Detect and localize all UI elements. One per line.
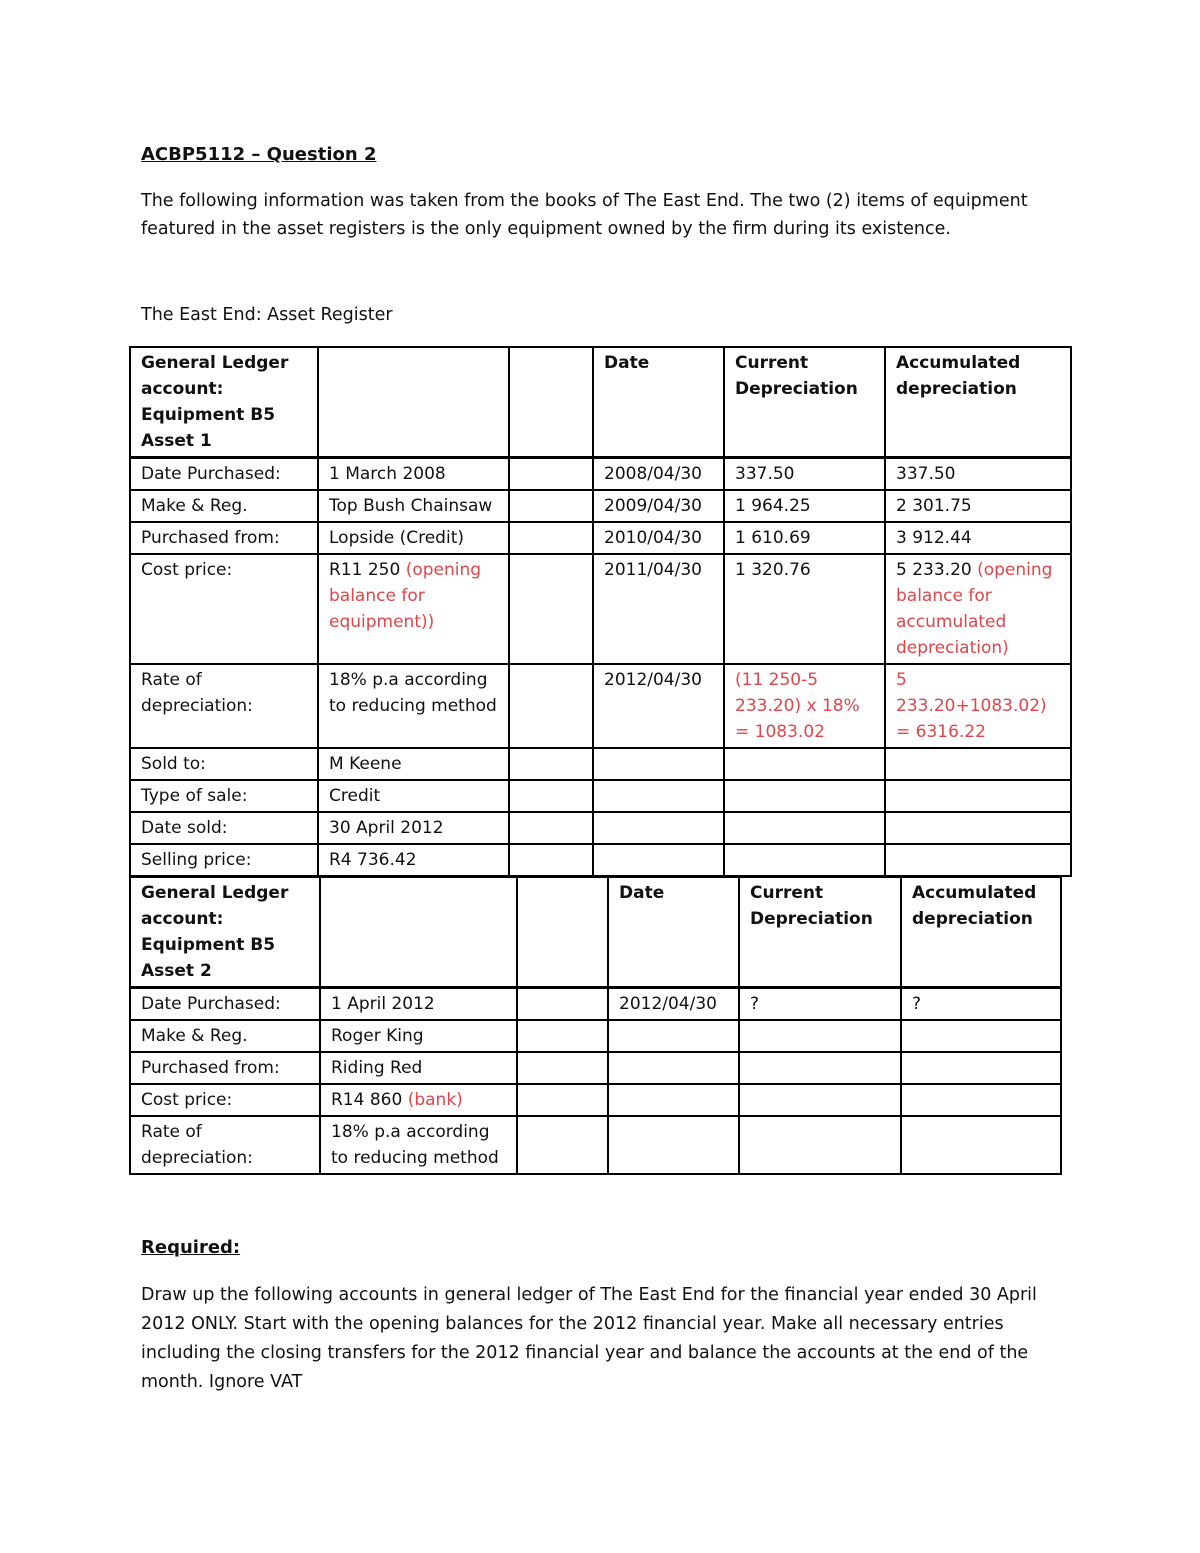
required-label: Required: bbox=[141, 1237, 241, 1258]
table-cell bbox=[593, 522, 724, 554]
table-cell bbox=[593, 780, 724, 812]
table-cell bbox=[130, 490, 318, 522]
row-current-depreciation: ? bbox=[750, 994, 760, 1014]
row-value: Riding Red bbox=[331, 1058, 423, 1078]
table-cell bbox=[593, 554, 724, 664]
row-date: 2008/04/30 bbox=[604, 464, 702, 484]
table2-header-date: Date bbox=[608, 877, 739, 988]
table-cell bbox=[320, 1020, 517, 1052]
row-value: 1 April 2012 bbox=[331, 994, 435, 1014]
table-cell bbox=[318, 554, 509, 664]
table-cell bbox=[724, 844, 885, 876]
table-cell bbox=[885, 780, 1071, 812]
table-cell bbox=[318, 458, 509, 491]
table-cell bbox=[885, 812, 1071, 844]
table-cell bbox=[724, 458, 885, 491]
row-value: 18% p.a according to reducing method bbox=[329, 670, 497, 716]
row-accumulated-note: (opening balance for accumulated depreciation) bbox=[896, 560, 1053, 658]
required-text: Draw up the following accounts in general ledger of The East End for the financial year ended 30 April 2012 ONLY. Start with the opening balances for the 2012 financial year. Make all necessary entries including the closing transfers for the 2012 financial year and balance the accounts at the end of the month. Ignore VAT bbox=[141, 1285, 1037, 1392]
row-accumulated-depreciation: 5 233.20 bbox=[896, 560, 972, 580]
table-cell bbox=[724, 780, 885, 812]
table-cell bbox=[608, 1020, 739, 1052]
table-cell bbox=[130, 522, 318, 554]
row-label: Sold to: bbox=[141, 754, 206, 774]
table-cell bbox=[318, 664, 509, 748]
row-current-depreciation: 1 610.69 bbox=[735, 528, 811, 548]
row-label: Cost price: bbox=[141, 1090, 233, 1110]
row-value: 1 March 2008 bbox=[329, 464, 446, 484]
table-cell bbox=[724, 522, 885, 554]
table-cell bbox=[130, 988, 320, 1021]
table-cell bbox=[739, 1116, 901, 1174]
row-value: 30 April 2012 bbox=[329, 818, 444, 838]
table-cell bbox=[885, 458, 1071, 491]
table-cell bbox=[885, 748, 1071, 780]
table-cell bbox=[318, 812, 509, 844]
table-cell bbox=[517, 1084, 608, 1116]
row-accumulated-note: 5 233.20+1083.02) = 6316.22 bbox=[896, 670, 1047, 742]
table-cell bbox=[885, 664, 1071, 748]
row-value: M Keene bbox=[329, 754, 402, 774]
table-cell bbox=[593, 812, 724, 844]
table-cell bbox=[318, 844, 509, 876]
table-cell bbox=[901, 1052, 1061, 1084]
row-value-note: (opening balance for equipment)) bbox=[329, 560, 482, 632]
table-cell bbox=[130, 844, 318, 876]
row-value: 18% p.a according to reducing method bbox=[331, 1122, 499, 1168]
row-accumulated-depreciation: 337.50 bbox=[896, 464, 956, 484]
table-cell bbox=[739, 1084, 901, 1116]
table-cell bbox=[885, 844, 1071, 876]
register-title: The East End: Asset Register bbox=[141, 305, 393, 325]
table2-header-accumulated: Accumulated depreciation bbox=[901, 877, 1061, 988]
table-cell bbox=[320, 1052, 517, 1084]
row-value: Top Bush Chainsaw bbox=[329, 496, 493, 516]
row-label: Rate of depreciation: bbox=[141, 670, 253, 716]
table-cell bbox=[130, 1084, 320, 1116]
intro-paragraph: The following information was taken from the books of The East End. The two (2) items of equipment featured in the asset registers is the only equipment owned by the firm during its existence. bbox=[141, 191, 1028, 239]
table-cell bbox=[593, 490, 724, 522]
table-cell bbox=[509, 554, 593, 664]
table-cell bbox=[509, 812, 593, 844]
table-cell bbox=[509, 458, 593, 491]
table-cell bbox=[130, 812, 318, 844]
row-current-depreciation: 1 320.76 bbox=[735, 560, 811, 580]
table-cell bbox=[130, 1052, 320, 1084]
row-date: 2010/04/30 bbox=[604, 528, 702, 548]
row-label: Date Purchased: bbox=[141, 994, 281, 1014]
table1-header-current: Current Depreciation bbox=[724, 347, 885, 458]
table-cell bbox=[885, 490, 1071, 522]
table-cell bbox=[320, 988, 517, 1021]
page-heading: ACBP5112 – Question 2 bbox=[141, 144, 377, 165]
row-label: Selling price: bbox=[141, 850, 252, 870]
row-label: Date sold: bbox=[141, 818, 228, 838]
table-cell bbox=[739, 988, 901, 1021]
table-row bbox=[130, 458, 1071, 491]
row-accumulated-depreciation: ? bbox=[912, 994, 922, 1014]
row-value: R14 860 bbox=[331, 1090, 403, 1110]
table-cell bbox=[608, 1052, 739, 1084]
table-cell bbox=[130, 1116, 320, 1174]
table1-header-label: General Ledger account: Equipment B5 Asset 1 bbox=[130, 347, 318, 458]
table-cell bbox=[724, 812, 885, 844]
table2-header-current: Current Depreciation bbox=[739, 877, 901, 988]
table-row bbox=[130, 988, 1061, 1021]
table-cell bbox=[318, 780, 509, 812]
row-label: Cost price: bbox=[141, 560, 233, 580]
table-row bbox=[130, 1084, 1061, 1116]
row-label: Date Purchased: bbox=[141, 464, 281, 484]
row-current-depreciation: 337.50 bbox=[735, 464, 795, 484]
table-row bbox=[130, 780, 1071, 812]
table-cell bbox=[739, 1020, 901, 1052]
table-cell bbox=[509, 490, 593, 522]
table-cell bbox=[608, 1084, 739, 1116]
row-value: R11 250 bbox=[329, 560, 401, 580]
table-cell bbox=[517, 1116, 608, 1174]
table-cell bbox=[901, 1020, 1061, 1052]
table-cell bbox=[130, 664, 318, 748]
row-date: 2012/04/30 bbox=[604, 670, 702, 690]
table-cell bbox=[320, 1084, 517, 1116]
table-row bbox=[130, 844, 1071, 876]
table-row bbox=[130, 664, 1071, 748]
table1-header-accumulated: Accumulated depreciation bbox=[885, 347, 1071, 458]
row-label: Make & Reg. bbox=[141, 1026, 248, 1046]
row-label: Purchased from: bbox=[141, 1058, 280, 1078]
row-value-note: (bank) bbox=[407, 1090, 463, 1110]
table-cell bbox=[517, 1052, 608, 1084]
table-cell bbox=[320, 1116, 517, 1174]
table-cell bbox=[901, 988, 1061, 1021]
row-date: 2012/04/30 bbox=[619, 994, 717, 1014]
row-current-depreciation: 1 964.25 bbox=[735, 496, 811, 516]
table-cell bbox=[724, 554, 885, 664]
table-cell bbox=[130, 458, 318, 491]
table-row bbox=[130, 748, 1071, 780]
table-cell bbox=[509, 844, 593, 876]
table-cell bbox=[593, 844, 724, 876]
table-cell bbox=[739, 1052, 901, 1084]
table-cell bbox=[130, 780, 318, 812]
row-current-note: (11 250-5 233.20) x 18% = 1083.02 bbox=[735, 670, 860, 742]
table-cell bbox=[130, 554, 318, 664]
table-cell bbox=[593, 748, 724, 780]
table-row bbox=[130, 1116, 1061, 1174]
table-cell bbox=[509, 780, 593, 812]
table2-header-blank bbox=[320, 877, 517, 988]
table-row bbox=[130, 812, 1071, 844]
table-row bbox=[130, 522, 1071, 554]
row-label: Purchased from: bbox=[141, 528, 280, 548]
table-cell bbox=[608, 988, 739, 1021]
row-accumulated-depreciation: 3 912.44 bbox=[896, 528, 972, 548]
table-cell bbox=[724, 664, 885, 748]
table-cell bbox=[318, 748, 509, 780]
table-row bbox=[130, 1052, 1061, 1084]
row-value: R4 736.42 bbox=[329, 850, 417, 870]
table-cell bbox=[517, 988, 608, 1021]
table-cell bbox=[593, 458, 724, 491]
table1-header-blank bbox=[318, 347, 509, 458]
table-cell bbox=[517, 1020, 608, 1052]
table1-header-blank-2 bbox=[509, 347, 593, 458]
row-label: Rate of depreciation: bbox=[141, 1122, 253, 1168]
row-value: Credit bbox=[329, 786, 381, 806]
row-accumulated-depreciation: 2 301.75 bbox=[896, 496, 972, 516]
table-cell bbox=[901, 1116, 1061, 1174]
row-value: Lopside (Credit) bbox=[329, 528, 464, 548]
row-value: Roger King bbox=[331, 1026, 424, 1046]
table-cell bbox=[885, 522, 1071, 554]
table-cell bbox=[318, 490, 509, 522]
table-cell bbox=[130, 748, 318, 780]
table-cell bbox=[901, 1084, 1061, 1116]
table-cell bbox=[593, 664, 724, 748]
table-cell bbox=[130, 1020, 320, 1052]
table-cell bbox=[509, 748, 593, 780]
asset-register-table-2 bbox=[129, 876, 1062, 1175]
table-cell bbox=[724, 748, 885, 780]
row-label: Make & Reg. bbox=[141, 496, 248, 516]
table-cell bbox=[608, 1116, 739, 1174]
table2-header-blank-2 bbox=[517, 877, 608, 988]
table-cell bbox=[885, 554, 1071, 664]
asset-register-table-1 bbox=[129, 346, 1072, 877]
table2-header-label: General Ledger account: Equipment B5 Asset 2 bbox=[130, 877, 320, 988]
table-row bbox=[130, 1020, 1061, 1052]
table1-header-date: Date bbox=[593, 347, 724, 458]
row-date: 2011/04/30 bbox=[604, 560, 702, 580]
table-row bbox=[130, 490, 1071, 522]
row-date: 2009/04/30 bbox=[604, 496, 702, 516]
table-cell bbox=[724, 490, 885, 522]
table-row bbox=[130, 554, 1071, 664]
table-cell bbox=[509, 664, 593, 748]
table-cell bbox=[509, 522, 593, 554]
table-cell bbox=[318, 522, 509, 554]
row-label: Type of sale: bbox=[141, 786, 248, 806]
